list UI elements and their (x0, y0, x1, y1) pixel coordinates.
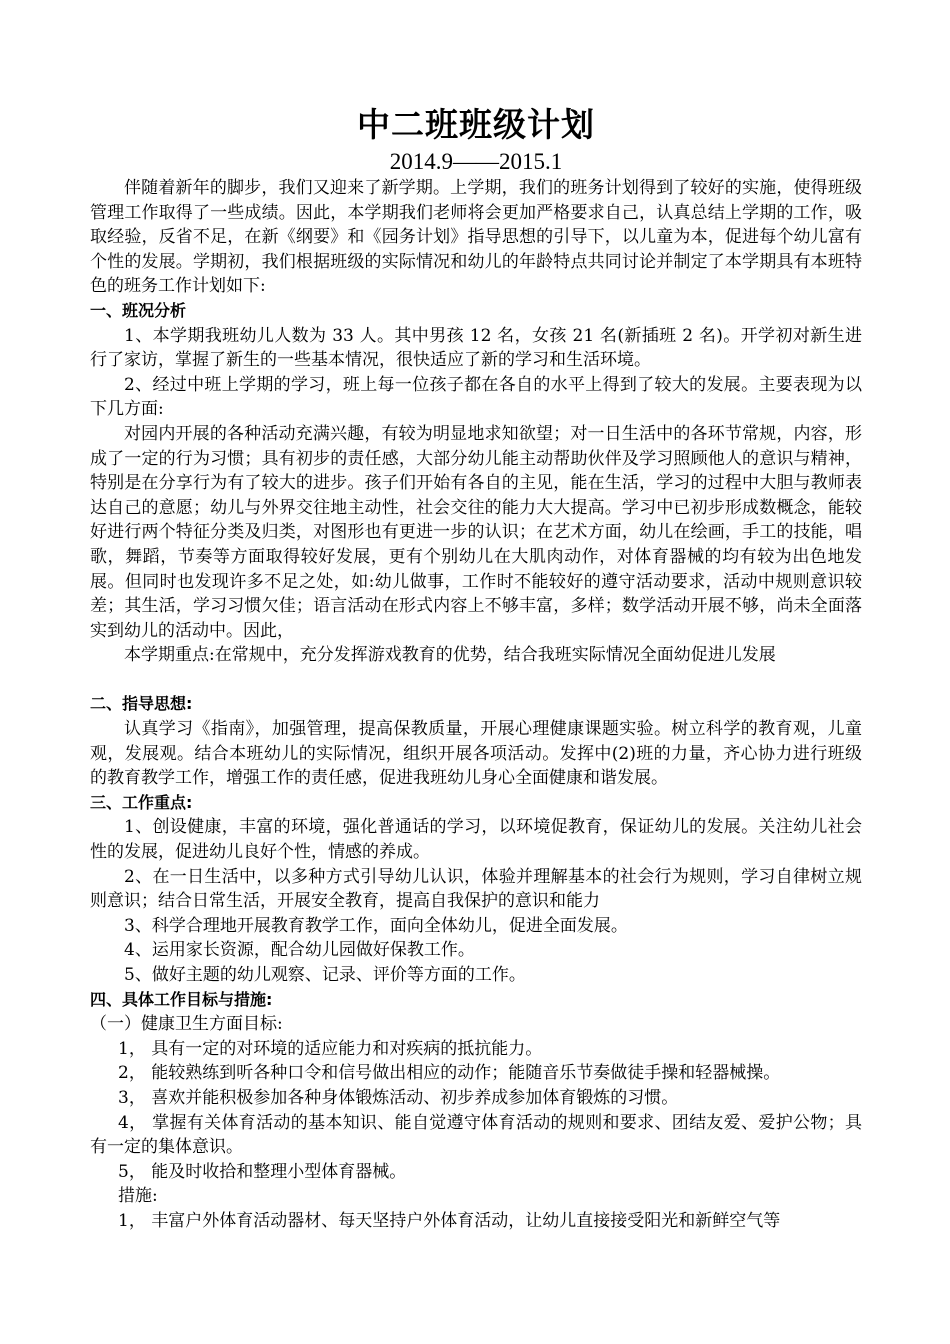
section-heading-guiding-ideas: 二、指导思想: (90, 694, 193, 714)
blank-line (90, 668, 862, 693)
class-analysis-paragraph-1: 1、本学期我班幼儿人数为 33 人。其中男孩 12 名，女孩 21 名(新插班 2 名)。开学初对新生进行了家访，掌握了新生的一些基本情况，很快适应了新的学习和生活环境。 (90, 325, 862, 371)
work-focus-item: 2、在一日生活中，以多种方式引导幼儿认识，体验并理解基本的社会行为规则，学习自律树立规则意识；结合日常生活，开展安全教育，提高自我保护的意识和能力 (90, 866, 862, 912)
class-analysis-paragraph-4: 本学期重点:在常规中，充分发挥游戏教育的优势，结合我班实际情况全面幼促进儿发展 (124, 645, 776, 666)
document-page (90, 102, 862, 1234)
work-focus-item: 5、做好主题的幼儿观察、记录、评价等方面的工作。 (124, 965, 526, 985)
section-heading-goals-measures: 四、具体工作目标与措施: (90, 989, 273, 1009)
measure-item: 1， 丰富户外体育活动器材、每天坚持户外体育活动，让幼儿直接接受阳光和新鲜空气等 (118, 1210, 781, 1231)
section-heading-class-analysis: 一、班况分析 (90, 300, 187, 320)
health-goals-subheading: （一）健康卫生方面目标: (90, 1014, 283, 1035)
work-focus-item: 3、科学合理地开展教育教学工作，面向全体幼儿，促进全面发展。 (124, 915, 628, 936)
intro-paragraph: 伴随着新年的脚步，我们又迎来了新学期。上学期，我们的班务计划得到了较好的实施，使得班级管理工作取得了一些成绩。因此，本学期我们老师将会更加严格要求自己，认真总结上学期的工作，吸取经验，反省不足，在新《纲要》和《园务计划》指导思想的引导下，以儿童为本，促进每个幼儿富有个性的发展。学期初，我们根据班级的实际情况和幼儿的年龄特点共同讨论并制定了本学期具有本班特色的班务工作计划如下: (90, 178, 862, 297)
work-focus-item: 1、创设健康，丰富的环境，强化普通话的学习，以环境促教育，保证幼儿的发展。关注幼儿社会性的发展，促进幼儿良好个性，情感的养成。 (90, 817, 862, 863)
health-goal-item: 2， 能较熟练到听各种口令和信号做出相应的动作；能随音乐节奏做徒手操和轻器械操。 (118, 1063, 781, 1084)
measures-label: 措施: (118, 1186, 158, 1207)
class-analysis-paragraph-2: 2、经过中班上学期的学习，班上每一位孩子都在各自的水平上得到了较大的发展。主要表现为以下几方面: (90, 374, 862, 420)
work-focus-item: 4、运用家长资源，配合幼儿园做好保教工作。 (124, 940, 475, 961)
health-goal-item: 4， 掌握有关体育活动的基本知识、能自觉遵守体育活动的规则和要求、团结友爱、爱护公物；具有一定的集体意识。 (90, 1112, 862, 1158)
document-date-range: 2014.9——2015.1 (389, 149, 563, 174)
guiding-ideas-paragraph: 认真学习《指南》，加强管理，提高保教质量，开展心理健康课题实验。树立科学的教育观，儿童观，发展观。结合本班幼儿的实际情况，组织开展各项活动。发挥中(2)班的力量，齐心协力进行班级的教育教学工作，增强工作的责任感，促进我班幼儿身心全面健康和谐发展。 (90, 719, 862, 789)
health-goal-item: 3， 喜欢并能积极参加各种身体锻炼活动、初步养成参加体育锻炼的习惯。 (118, 1087, 679, 1108)
section-heading-work-focus: 三、工作重点: (90, 792, 193, 812)
class-analysis-paragraph-3: 对园内开展的各种活动充满兴趣，有较为明显地求知欲望；对一日生活中的各环节常规，内容，形成了一定的行为习惯；具有初步的责任感，大部分幼儿能主动帮助伙伴及学习照顾他人的意识与精神，特别是在分享行为有了较大的进步。孩子们开始有各自的主见，能在生活，学习的过程中大胆与教师表达自己的意愿；幼儿与外界交往地主动性，社会交往的能力大大提高。学习中已初步形成数概念，能较好进行两个特征分类及归类，对图形也有更进一步的认识；在艺术方面，幼儿在绘画，手工的技能，唱歌，舞蹈，节奏等方面取得较好发展，更有个别幼儿在大肌肉动作，对体育器械的均有较为出色地发展。但同时也发现许多不足之处，如:幼儿做事，工作时不能较好的遵守活动要求，活动中规则意识较差；其生活，学习习惯欠佳；语言活动在形式内容上不够丰富，多样；数学活动开展不够，尚未全面落实到幼儿的活动中。因此， (90, 423, 862, 641)
health-goal-item: 1， 具有一定的对环境的适应能力和对疾病的抵抗能力。 (118, 1038, 543, 1059)
document-title: 中二班班级计划 (357, 105, 595, 144)
health-goal-item: 5， 能及时收拾和整理小型体育器械。 (118, 1161, 407, 1182)
